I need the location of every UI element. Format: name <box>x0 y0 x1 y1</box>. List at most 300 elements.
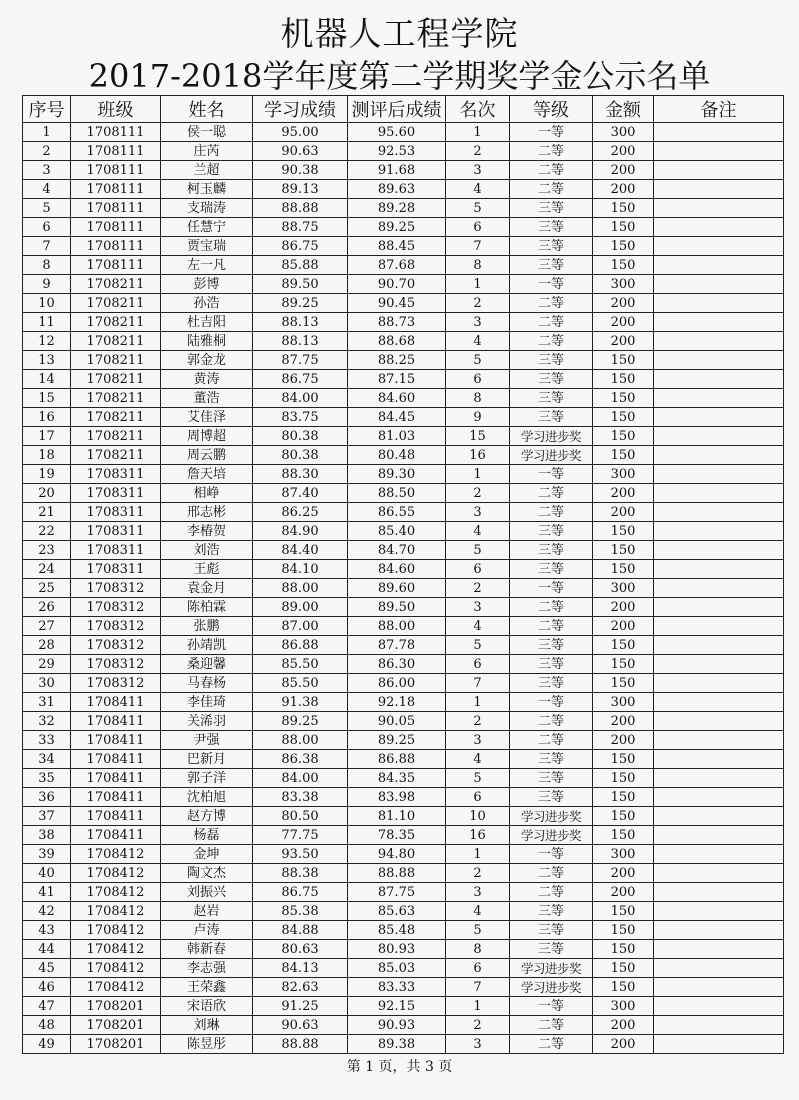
row-index: 4 <box>23 180 71 199</box>
class-cell: 1708412 <box>71 845 161 864</box>
remarks-cell <box>654 560 784 579</box>
study-score-cell: 89.13 <box>253 180 348 199</box>
class-cell: 1708411 <box>71 693 161 712</box>
rank-cell: 8 <box>446 256 510 275</box>
evaluated-score-cell: 88.88 <box>348 864 446 883</box>
level-cell: 一等 <box>510 845 593 864</box>
rank-cell: 5 <box>446 541 510 560</box>
level-cell: 一等 <box>510 123 593 142</box>
class-cell: 1708111 <box>71 142 161 161</box>
class-cell: 1708211 <box>71 446 161 465</box>
rank-cell: 1 <box>446 693 510 712</box>
evaluated-score-cell: 88.50 <box>348 484 446 503</box>
remarks-cell <box>654 218 784 237</box>
level-cell: 学习进步奖 <box>510 959 593 978</box>
remarks-cell <box>654 997 784 1016</box>
table-row <box>23 351 784 370</box>
remarks-cell <box>654 313 784 332</box>
rank-cell: 8 <box>446 940 510 959</box>
row-index: 22 <box>23 522 71 541</box>
class-cell: 1708201 <box>71 1035 161 1054</box>
rank-cell: 4 <box>446 750 510 769</box>
row-index: 39 <box>23 845 71 864</box>
level-cell: 学习进步奖 <box>510 427 593 446</box>
class-cell: 1708312 <box>71 636 161 655</box>
table-row <box>23 522 784 541</box>
amount-cell: 150 <box>593 218 654 237</box>
evaluated-score-cell: 81.10 <box>348 807 446 826</box>
rank-cell: 3 <box>446 731 510 750</box>
name-cell: 黄涛 <box>161 370 253 389</box>
table-row <box>23 902 784 921</box>
column-header-evaluated-score: 测评后成绩 <box>348 96 446 123</box>
remarks-cell <box>654 427 784 446</box>
row-index: 34 <box>23 750 71 769</box>
remarks-cell <box>654 655 784 674</box>
level-cell: 三等 <box>510 560 593 579</box>
name-cell: 侯一聪 <box>161 123 253 142</box>
row-index: 20 <box>23 484 71 503</box>
name-cell: 郭子洋 <box>161 769 253 788</box>
evaluated-score-cell: 90.45 <box>348 294 446 313</box>
rank-cell: 2 <box>446 712 510 731</box>
name-cell: 郭金龙 <box>161 351 253 370</box>
rank-cell: 1 <box>446 997 510 1016</box>
evaluated-score-cell: 86.30 <box>348 655 446 674</box>
remarks-cell <box>654 199 784 218</box>
row-index: 47 <box>23 997 71 1016</box>
name-cell: 马春杨 <box>161 674 253 693</box>
study-score-cell: 80.50 <box>253 807 348 826</box>
row-index: 19 <box>23 465 71 484</box>
level-cell: 三等 <box>510 636 593 655</box>
remarks-cell <box>654 1035 784 1054</box>
class-cell: 1708111 <box>71 256 161 275</box>
row-index: 10 <box>23 294 71 313</box>
study-score-cell: 86.38 <box>253 750 348 769</box>
evaluated-score-cell: 85.63 <box>348 902 446 921</box>
class-cell: 1708311 <box>71 465 161 484</box>
level-cell: 二等 <box>510 484 593 503</box>
evaluated-score-cell: 85.48 <box>348 921 446 940</box>
amount-cell: 200 <box>593 142 654 161</box>
evaluated-score-cell: 84.70 <box>348 541 446 560</box>
evaluated-score-cell: 86.88 <box>348 750 446 769</box>
amount-cell: 150 <box>593 237 654 256</box>
amount-cell: 200 <box>593 864 654 883</box>
class-cell: 1708412 <box>71 902 161 921</box>
class-cell: 1708411 <box>71 712 161 731</box>
table-row <box>23 940 784 959</box>
evaluated-score-cell: 88.25 <box>348 351 446 370</box>
row-index: 17 <box>23 427 71 446</box>
table-row <box>23 332 784 351</box>
amount-cell: 150 <box>593 389 654 408</box>
class-cell: 1708111 <box>71 237 161 256</box>
remarks-cell <box>654 408 784 427</box>
study-score-cell: 90.63 <box>253 1016 348 1035</box>
study-score-cell: 86.25 <box>253 503 348 522</box>
table-row <box>23 788 784 807</box>
name-cell: 刘振兴 <box>161 883 253 902</box>
row-index: 36 <box>23 788 71 807</box>
row-index: 12 <box>23 332 71 351</box>
class-cell: 1708412 <box>71 864 161 883</box>
rank-cell: 2 <box>446 579 510 598</box>
remarks-cell <box>654 598 784 617</box>
amount-cell: 150 <box>593 636 654 655</box>
class-cell: 1708312 <box>71 655 161 674</box>
name-cell: 董浩 <box>161 389 253 408</box>
level-cell: 二等 <box>510 731 593 750</box>
level-cell: 一等 <box>510 275 593 294</box>
class-cell: 1708211 <box>71 389 161 408</box>
table-row <box>23 617 784 636</box>
remarks-cell <box>654 788 784 807</box>
table-row <box>23 370 784 389</box>
rank-cell: 6 <box>446 655 510 674</box>
class-cell: 1708111 <box>71 218 161 237</box>
name-cell: 李志强 <box>161 959 253 978</box>
class-cell: 1708111 <box>71 123 161 142</box>
rank-cell: 6 <box>446 959 510 978</box>
level-cell: 三等 <box>510 940 593 959</box>
level-cell: 三等 <box>510 788 593 807</box>
level-cell: 二等 <box>510 1016 593 1035</box>
amount-cell: 150 <box>593 940 654 959</box>
study-score-cell: 84.40 <box>253 541 348 560</box>
name-cell: 李佳琦 <box>161 693 253 712</box>
amount-cell: 150 <box>593 351 654 370</box>
study-score-cell: 90.38 <box>253 161 348 180</box>
name-cell: 陶文杰 <box>161 864 253 883</box>
remarks-cell <box>654 370 784 389</box>
remarks-cell <box>654 693 784 712</box>
table-row <box>23 883 784 902</box>
table-row <box>23 978 784 997</box>
amount-cell: 200 <box>593 294 654 313</box>
rank-cell: 6 <box>446 560 510 579</box>
name-cell: 孙靖凯 <box>161 636 253 655</box>
remarks-cell <box>654 503 784 522</box>
level-cell: 一等 <box>510 997 593 1016</box>
table-row <box>23 446 784 465</box>
table-row <box>23 275 784 294</box>
evaluated-score-cell: 86.55 <box>348 503 446 522</box>
remarks-cell <box>654 636 784 655</box>
amount-cell: 200 <box>593 598 654 617</box>
column-header-index: 序号 <box>23 96 71 123</box>
remarks-cell <box>654 674 784 693</box>
name-cell: 兰超 <box>161 161 253 180</box>
class-cell: 1708311 <box>71 522 161 541</box>
remarks-cell <box>654 294 784 313</box>
rank-cell: 3 <box>446 503 510 522</box>
amount-cell: 150 <box>593 256 654 275</box>
evaluated-score-cell: 80.48 <box>348 446 446 465</box>
study-score-cell: 90.63 <box>253 142 348 161</box>
name-cell: 宋语欣 <box>161 997 253 1016</box>
remarks-cell <box>654 541 784 560</box>
class-cell: 1708111 <box>71 199 161 218</box>
evaluated-score-cell: 84.60 <box>348 389 446 408</box>
evaluated-score-cell: 86.00 <box>348 674 446 693</box>
name-cell: 桑迎馨 <box>161 655 253 674</box>
table-row <box>23 313 784 332</box>
level-cell: 一等 <box>510 579 593 598</box>
evaluated-score-cell: 83.33 <box>348 978 446 997</box>
level-cell: 三等 <box>510 389 593 408</box>
evaluated-score-cell: 87.78 <box>348 636 446 655</box>
rank-cell: 5 <box>446 769 510 788</box>
study-score-cell: 85.50 <box>253 674 348 693</box>
amount-cell: 200 <box>593 617 654 636</box>
amount-cell: 150 <box>593 674 654 693</box>
row-index: 25 <box>23 579 71 598</box>
table-row <box>23 636 784 655</box>
row-index: 38 <box>23 826 71 845</box>
class-cell: 1708312 <box>71 579 161 598</box>
table-row <box>23 180 784 199</box>
remarks-cell <box>654 883 784 902</box>
study-score-cell: 84.00 <box>253 389 348 408</box>
level-cell: 三等 <box>510 769 593 788</box>
table-row <box>23 427 784 446</box>
table-row <box>23 864 784 883</box>
amount-cell: 300 <box>593 579 654 598</box>
rank-cell: 5 <box>446 636 510 655</box>
evaluated-score-cell: 91.68 <box>348 161 446 180</box>
table-row <box>23 750 784 769</box>
rank-cell: 4 <box>446 902 510 921</box>
level-cell: 学习进步奖 <box>510 826 593 845</box>
rank-cell: 5 <box>446 921 510 940</box>
evaluated-score-cell: 84.45 <box>348 408 446 427</box>
rank-cell: 5 <box>446 199 510 218</box>
table-row <box>23 199 784 218</box>
row-index: 46 <box>23 978 71 997</box>
rank-cell: 7 <box>446 978 510 997</box>
remarks-cell <box>654 351 784 370</box>
level-cell: 三等 <box>510 218 593 237</box>
evaluated-score-cell: 83.98 <box>348 788 446 807</box>
level-cell: 三等 <box>510 408 593 427</box>
amount-cell: 150 <box>593 427 654 446</box>
amount-cell: 150 <box>593 446 654 465</box>
row-index: 6 <box>23 218 71 237</box>
remarks-cell <box>654 712 784 731</box>
class-cell: 1708312 <box>71 674 161 693</box>
evaluated-score-cell: 80.93 <box>348 940 446 959</box>
study-score-cell: 83.75 <box>253 408 348 427</box>
name-cell: 庄芮 <box>161 142 253 161</box>
amount-cell: 150 <box>593 370 654 389</box>
level-cell: 三等 <box>510 902 593 921</box>
evaluated-score-cell: 92.15 <box>348 997 446 1016</box>
remarks-cell <box>654 731 784 750</box>
class-cell: 1708412 <box>71 978 161 997</box>
study-score-cell: 88.88 <box>253 199 348 218</box>
study-score-cell: 88.38 <box>253 864 348 883</box>
evaluated-score-cell: 92.18 <box>348 693 446 712</box>
row-index: 49 <box>23 1035 71 1054</box>
column-header-remarks: 备注 <box>654 96 784 123</box>
amount-cell: 200 <box>593 503 654 522</box>
row-index: 44 <box>23 940 71 959</box>
amount-cell: 150 <box>593 560 654 579</box>
scholarship-table <box>22 95 784 1054</box>
remarks-cell <box>654 807 784 826</box>
row-index: 48 <box>23 1016 71 1035</box>
amount-cell: 200 <box>593 161 654 180</box>
rank-cell: 2 <box>446 142 510 161</box>
amount-cell: 300 <box>593 465 654 484</box>
level-cell: 二等 <box>510 180 593 199</box>
level-cell: 三等 <box>510 674 593 693</box>
study-score-cell: 87.75 <box>253 351 348 370</box>
level-cell: 二等 <box>510 503 593 522</box>
rank-cell: 8 <box>446 389 510 408</box>
remarks-cell <box>654 826 784 845</box>
study-score-cell: 85.38 <box>253 902 348 921</box>
row-index: 27 <box>23 617 71 636</box>
name-cell: 金坤 <box>161 845 253 864</box>
row-index: 2 <box>23 142 71 161</box>
remarks-cell <box>654 522 784 541</box>
study-score-cell: 85.88 <box>253 256 348 275</box>
evaluated-score-cell: 84.35 <box>348 769 446 788</box>
remarks-cell <box>654 123 784 142</box>
study-score-cell: 89.25 <box>253 712 348 731</box>
rank-cell: 7 <box>446 237 510 256</box>
document-subtitle: 2017-2018学年度第二学期奖学金公示名单 <box>88 57 711 95</box>
level-cell: 三等 <box>510 370 593 389</box>
row-index: 30 <box>23 674 71 693</box>
level-cell: 二等 <box>510 332 593 351</box>
evaluated-score-cell: 85.03 <box>348 959 446 978</box>
level-cell: 三等 <box>510 351 593 370</box>
class-cell: 1708412 <box>71 921 161 940</box>
level-cell: 三等 <box>510 199 593 218</box>
amount-cell: 150 <box>593 750 654 769</box>
table-row <box>23 769 784 788</box>
remarks-cell <box>654 180 784 199</box>
level-cell: 三等 <box>510 921 593 940</box>
column-header-study-score: 学习成绩 <box>253 96 348 123</box>
evaluated-score-cell: 88.73 <box>348 313 446 332</box>
column-header-level: 等级 <box>510 96 593 123</box>
amount-cell: 150 <box>593 541 654 560</box>
study-score-cell: 85.50 <box>253 655 348 674</box>
name-cell: 刘浩 <box>161 541 253 560</box>
table-row <box>23 693 784 712</box>
class-cell: 1708211 <box>71 332 161 351</box>
rank-cell: 3 <box>446 598 510 617</box>
rank-cell: 15 <box>446 427 510 446</box>
name-cell: 李椿贺 <box>161 522 253 541</box>
amount-cell: 150 <box>593 769 654 788</box>
row-index: 7 <box>23 237 71 256</box>
table-row <box>23 921 784 940</box>
study-score-cell: 84.00 <box>253 769 348 788</box>
column-header-class: 班级 <box>71 96 161 123</box>
name-cell: 巴新月 <box>161 750 253 769</box>
rank-cell: 16 <box>446 446 510 465</box>
rank-cell: 4 <box>446 617 510 636</box>
amount-cell: 150 <box>593 408 654 427</box>
remarks-cell <box>654 864 784 883</box>
table-row <box>23 408 784 427</box>
amount-cell: 300 <box>593 693 654 712</box>
name-cell: 邢志彬 <box>161 503 253 522</box>
evaluated-score-cell: 81.03 <box>348 427 446 446</box>
level-cell: 二等 <box>510 598 593 617</box>
rank-cell: 16 <box>446 826 510 845</box>
row-index: 15 <box>23 389 71 408</box>
table-row <box>23 731 784 750</box>
study-score-cell: 77.75 <box>253 826 348 845</box>
study-score-cell: 86.75 <box>253 883 348 902</box>
row-index: 3 <box>23 161 71 180</box>
name-cell: 王彪 <box>161 560 253 579</box>
remarks-cell <box>654 902 784 921</box>
study-score-cell: 86.75 <box>253 370 348 389</box>
row-index: 28 <box>23 636 71 655</box>
class-cell: 1708312 <box>71 617 161 636</box>
study-score-cell: 88.13 <box>253 313 348 332</box>
name-cell: 陈昱彤 <box>161 1035 253 1054</box>
table-row <box>23 294 784 313</box>
rank-cell: 1 <box>446 275 510 294</box>
rank-cell: 3 <box>446 313 510 332</box>
row-index: 13 <box>23 351 71 370</box>
class-cell: 1708111 <box>71 180 161 199</box>
table-row <box>23 845 784 864</box>
study-score-cell: 95.00 <box>253 123 348 142</box>
rank-cell: 10 <box>446 807 510 826</box>
row-index: 33 <box>23 731 71 750</box>
class-cell: 1708211 <box>71 408 161 427</box>
name-cell: 周博超 <box>161 427 253 446</box>
remarks-cell <box>654 579 784 598</box>
amount-cell: 300 <box>593 997 654 1016</box>
amount-cell: 150 <box>593 655 654 674</box>
class-cell: 1708311 <box>71 541 161 560</box>
row-index: 5 <box>23 199 71 218</box>
name-cell: 张鹏 <box>161 617 253 636</box>
evaluated-score-cell: 90.93 <box>348 1016 446 1035</box>
rank-cell: 4 <box>446 332 510 351</box>
amount-cell: 150 <box>593 902 654 921</box>
level-cell: 三等 <box>510 541 593 560</box>
table-row <box>23 598 784 617</box>
table-row <box>23 1016 784 1035</box>
table-row <box>23 579 784 598</box>
amount-cell: 200 <box>593 731 654 750</box>
table-row <box>23 541 784 560</box>
rank-cell: 6 <box>446 218 510 237</box>
study-score-cell: 84.13 <box>253 959 348 978</box>
class-cell: 1708411 <box>71 788 161 807</box>
name-cell: 陆雅桐 <box>161 332 253 351</box>
table-row <box>23 389 784 408</box>
amount-cell: 150 <box>593 959 654 978</box>
amount-cell: 200 <box>593 712 654 731</box>
row-index: 41 <box>23 883 71 902</box>
name-cell: 赵方博 <box>161 807 253 826</box>
rank-cell: 2 <box>446 1016 510 1035</box>
row-index: 1 <box>23 123 71 142</box>
